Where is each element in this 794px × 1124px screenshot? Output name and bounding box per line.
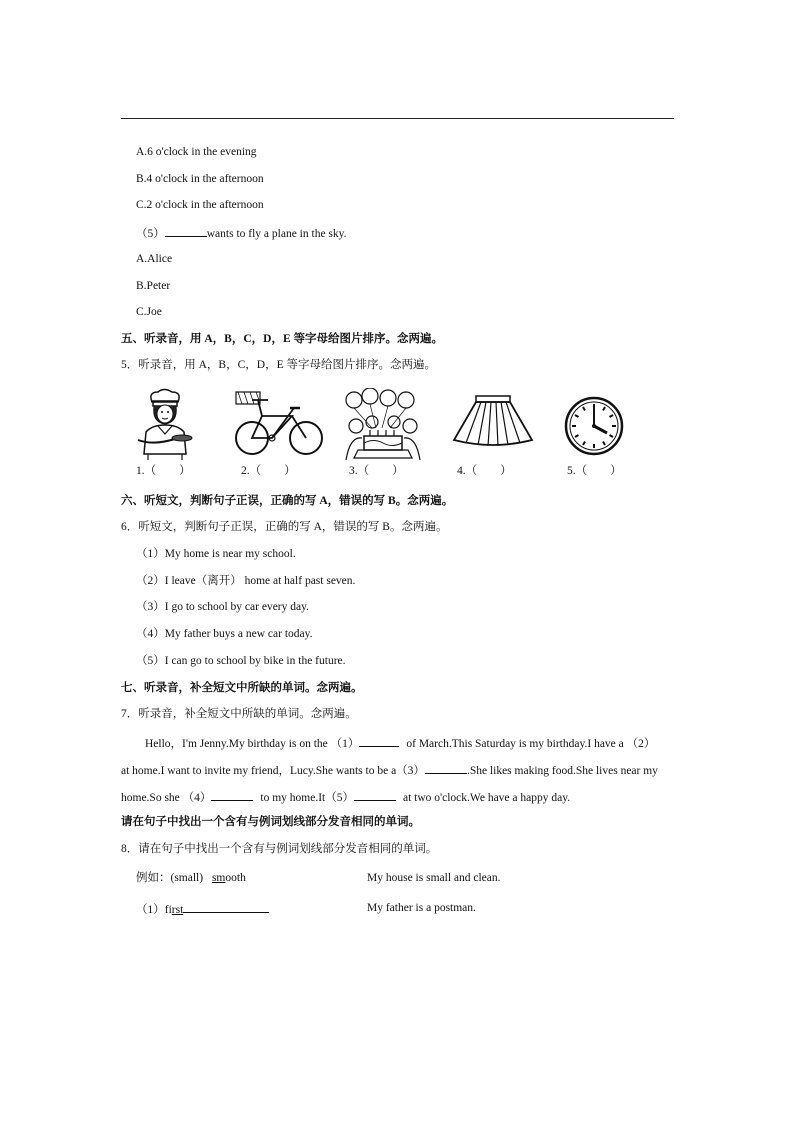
- passage-line-2: [121, 762, 658, 778]
- answer-blank-4: [211, 789, 253, 801]
- q4-option-a: A.6 o'clock in the evening: [136, 146, 257, 158]
- passage-line-3: [121, 789, 570, 805]
- item-word-underlined: rst: [171, 904, 184, 916]
- q4-5-option-a: A.Alice: [136, 253, 173, 265]
- q4-5-option-c: C.Joe: [136, 306, 162, 318]
- section6-item-4: （4）My father buys a new car today.: [136, 628, 313, 640]
- item-label: （1）fi: [136, 904, 172, 916]
- picture-caption-2: 2.（ ）: [241, 465, 296, 477]
- picture-caption-1: 1.（ ）: [136, 465, 191, 477]
- section6-item-2: （2）I leave（离开） home at half past seven.: [136, 575, 356, 587]
- q4-option-b: B.4 o'clock in the afternoon: [136, 173, 264, 185]
- section8-example: [136, 871, 246, 885]
- answer-blank: [165, 225, 207, 237]
- section6-question: 6．听短文，判断句子正误，正确的写 A，错误的写 B。念两遍。: [121, 521, 448, 533]
- passage-text: home.So she （4）: [121, 792, 212, 804]
- picture-caption-5: 5.（ ）: [567, 465, 622, 477]
- section8-item-1-sentence: My father is a postman.: [367, 902, 476, 914]
- q4-5-text: wants to fly a plane in the sky.: [206, 228, 347, 240]
- passage-text: at home.I want to invite my friend，Lucy.She wants to be a（3）: [121, 765, 425, 777]
- section6-item-1: （1）My home is near my school.: [136, 548, 296, 560]
- answer-blank: [183, 901, 269, 913]
- skirt-icon: [450, 388, 536, 454]
- passage-text: Hello，I'm Jenny.My birthday is on the （1）: [145, 738, 360, 750]
- picture-caption-3: 3.（ ）: [349, 465, 404, 477]
- passage-text: of March.This Saturday is my birthday.I have a （2）: [406, 738, 656, 750]
- picture-caption-4: 4.（ ）: [457, 465, 512, 477]
- bicycle-icon: [232, 388, 326, 458]
- example-word-underlined: sm: [211, 872, 226, 884]
- section8-heading: 请在句子中找出一个含有与例词划线部分发音相同的单词。: [121, 816, 420, 828]
- section6-item-3: （3）I go to school by car every day.: [136, 601, 309, 613]
- answer-blank-3: [425, 762, 467, 774]
- section7-question: 7．听录音，补全短文中所缺的单词。念两遍。: [121, 708, 357, 720]
- section6-item-5: （5）I can go to school by bike in the future.: [136, 655, 346, 667]
- section5-heading: 五、听录音，用 A，B，C，D，E 等字母给图片排序。念两遍。: [121, 333, 444, 345]
- section7-heading: 七、听录音，补全短文中所缺的单词。念两遍。: [121, 682, 363, 694]
- answer-blank-1: [359, 735, 399, 747]
- section8-question: 8．请在句子中找出一个含有与例词划线部分发音相同的单词。: [121, 843, 438, 855]
- q4-5-option-b: B.Peter: [136, 280, 171, 292]
- birthday-party-icon: [342, 388, 424, 462]
- example-word-rest: ooth: [225, 872, 246, 884]
- header-rule: [121, 118, 674, 119]
- answer-blank-5: [354, 789, 396, 801]
- section8-example-sentence: My house is small and clean.: [367, 872, 501, 884]
- q4-option-c: C.2 o'clock in the afternoon: [136, 199, 264, 211]
- passage-line-1: [145, 735, 655, 751]
- chef-icon: [134, 388, 196, 462]
- passage-text: to my home.It（5）: [260, 792, 354, 804]
- clock-icon: [562, 388, 626, 458]
- passage-text: at two o'clock.We have a happy day.: [403, 792, 571, 804]
- section5-question: 5．听录音，用 A，B，C，D，E 等字母给图片排序。念两遍。: [121, 359, 436, 371]
- q4-5-question: [136, 225, 347, 241]
- passage-text: .She likes making food.She lives near my: [466, 765, 658, 777]
- q4-5-number: （5）: [136, 228, 165, 240]
- example-label: 例如：(small): [136, 872, 204, 884]
- section8-item-1: [136, 901, 269, 917]
- section6-heading: 六、听短文，判断句子正误，正确的写 A，错误的写 B。念两遍。: [121, 495, 454, 507]
